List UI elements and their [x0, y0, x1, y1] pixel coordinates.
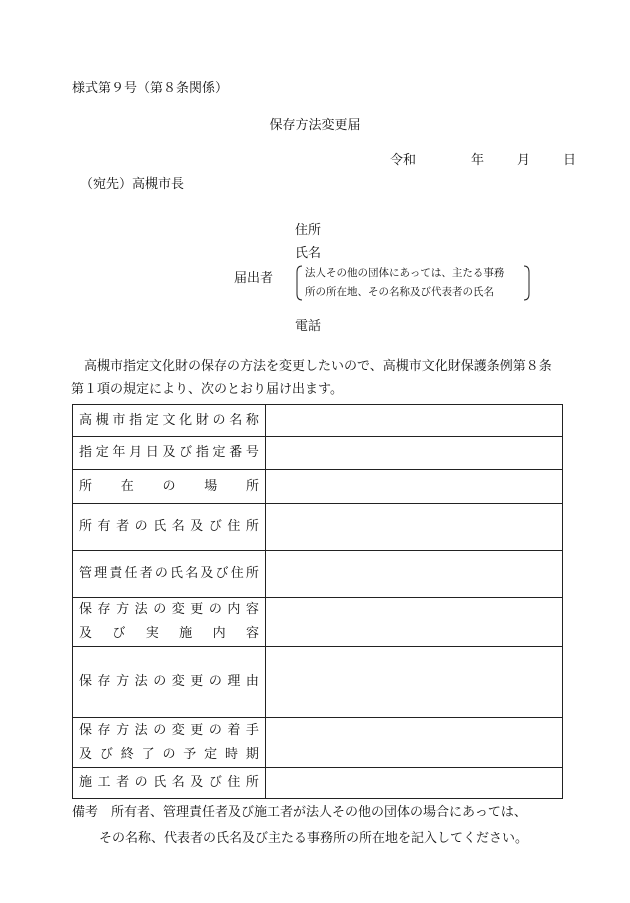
form-number: 様式第９号（第８条関係） [72, 81, 229, 96]
intro-text: 高槻市指定文化財の保存の方法を変更したいので、高槻市文化財保護条例第８条第１項の規定により、次のとおり届け出ます。 [71, 359, 552, 397]
applicant-name-label: 氏名 [295, 246, 322, 261]
value-cell[interactable] [266, 405, 563, 437]
row-label [73, 647, 266, 718]
value-cell[interactable] [266, 504, 563, 551]
table-row [73, 647, 563, 718]
remarks-line1: 備考 所有者、管理責任者及び施工者が法人その他の団体の場合にあっては、 [72, 805, 527, 820]
row-label-text: 保 存 方 法 の 変 更 の 内 容 [79, 602, 259, 617]
row-label-text: 及 び 終 了 の 予 定 時 期 [79, 746, 259, 762]
row-label [73, 768, 266, 799]
row-label-text: 高 槻 市 指 定 文 化 財 の 名 称 [79, 412, 259, 428]
table-row [73, 470, 563, 504]
table-row [73, 768, 563, 799]
row-label [73, 598, 266, 647]
row-label [73, 718, 266, 768]
value-cell[interactable] [266, 718, 563, 768]
date-month-unit: 月 [516, 153, 530, 168]
applicant-phone-label: 電話 [295, 319, 322, 334]
row-label [73, 405, 266, 437]
row-label-text: 及 び 実 施 内 容 [79, 626, 259, 641]
value-cell[interactable] [266, 470, 563, 504]
applicant-note [296, 264, 530, 302]
row-label [73, 504, 266, 551]
value-cell[interactable] [266, 768, 563, 799]
row-label-text: 保 存 方 法 の 変 更 の 着 手 [79, 722, 259, 738]
value-cell[interactable] [266, 551, 563, 598]
row-label [73, 437, 266, 470]
value-cell[interactable] [266, 598, 563, 647]
row-label-text: 管 理 責 任 者 の 氏 名 及 び 住 所 [79, 566, 259, 581]
remarks-line2: その名称、代表者の氏名及び主たる事務所の所在地を記入してください。 [99, 831, 529, 846]
applicant-note-line1: 法人その他の団体にあっては、主たる事務 [305, 267, 505, 279]
row-label-text: 施 工 者 の 氏 名 及 び 住 所 [79, 775, 259, 790]
date-day-unit: 日 [562, 153, 576, 168]
table-row [73, 718, 563, 768]
table-row [73, 405, 563, 437]
row-label-text: 所 在 の 場 所 [79, 478, 259, 494]
row-label [73, 470, 266, 504]
applicant-address-label: 住所 [295, 223, 322, 238]
row-label-text: 指 定 年 月 日 及 び 指 定 番 号 [79, 445, 259, 460]
date-year-unit: 年 [470, 153, 484, 168]
applicant-label: 届出者 [234, 271, 274, 286]
table-row [73, 504, 563, 551]
addressee: （宛先）高槻市長 [80, 177, 185, 192]
table-row [73, 551, 563, 598]
notification-table [72, 404, 563, 799]
applicant-note-line2: 所の所在地、その名称及び代表者の氏名 [305, 286, 494, 298]
table-row [73, 437, 563, 470]
row-label-text: 所 有 者 の 氏 名 及 び 住 所 [79, 519, 259, 534]
table-row [73, 598, 563, 647]
value-cell[interactable] [266, 437, 563, 470]
row-label [73, 551, 266, 598]
date-era: 令和 [390, 153, 417, 168]
value-cell[interactable] [266, 647, 563, 718]
row-label-text: 保 存 方 法 の 変 更 の 理 由 [79, 674, 259, 689]
date-line [390, 149, 576, 168]
remarks [72, 800, 528, 852]
document-title: 保存方法変更届 [269, 118, 361, 133]
